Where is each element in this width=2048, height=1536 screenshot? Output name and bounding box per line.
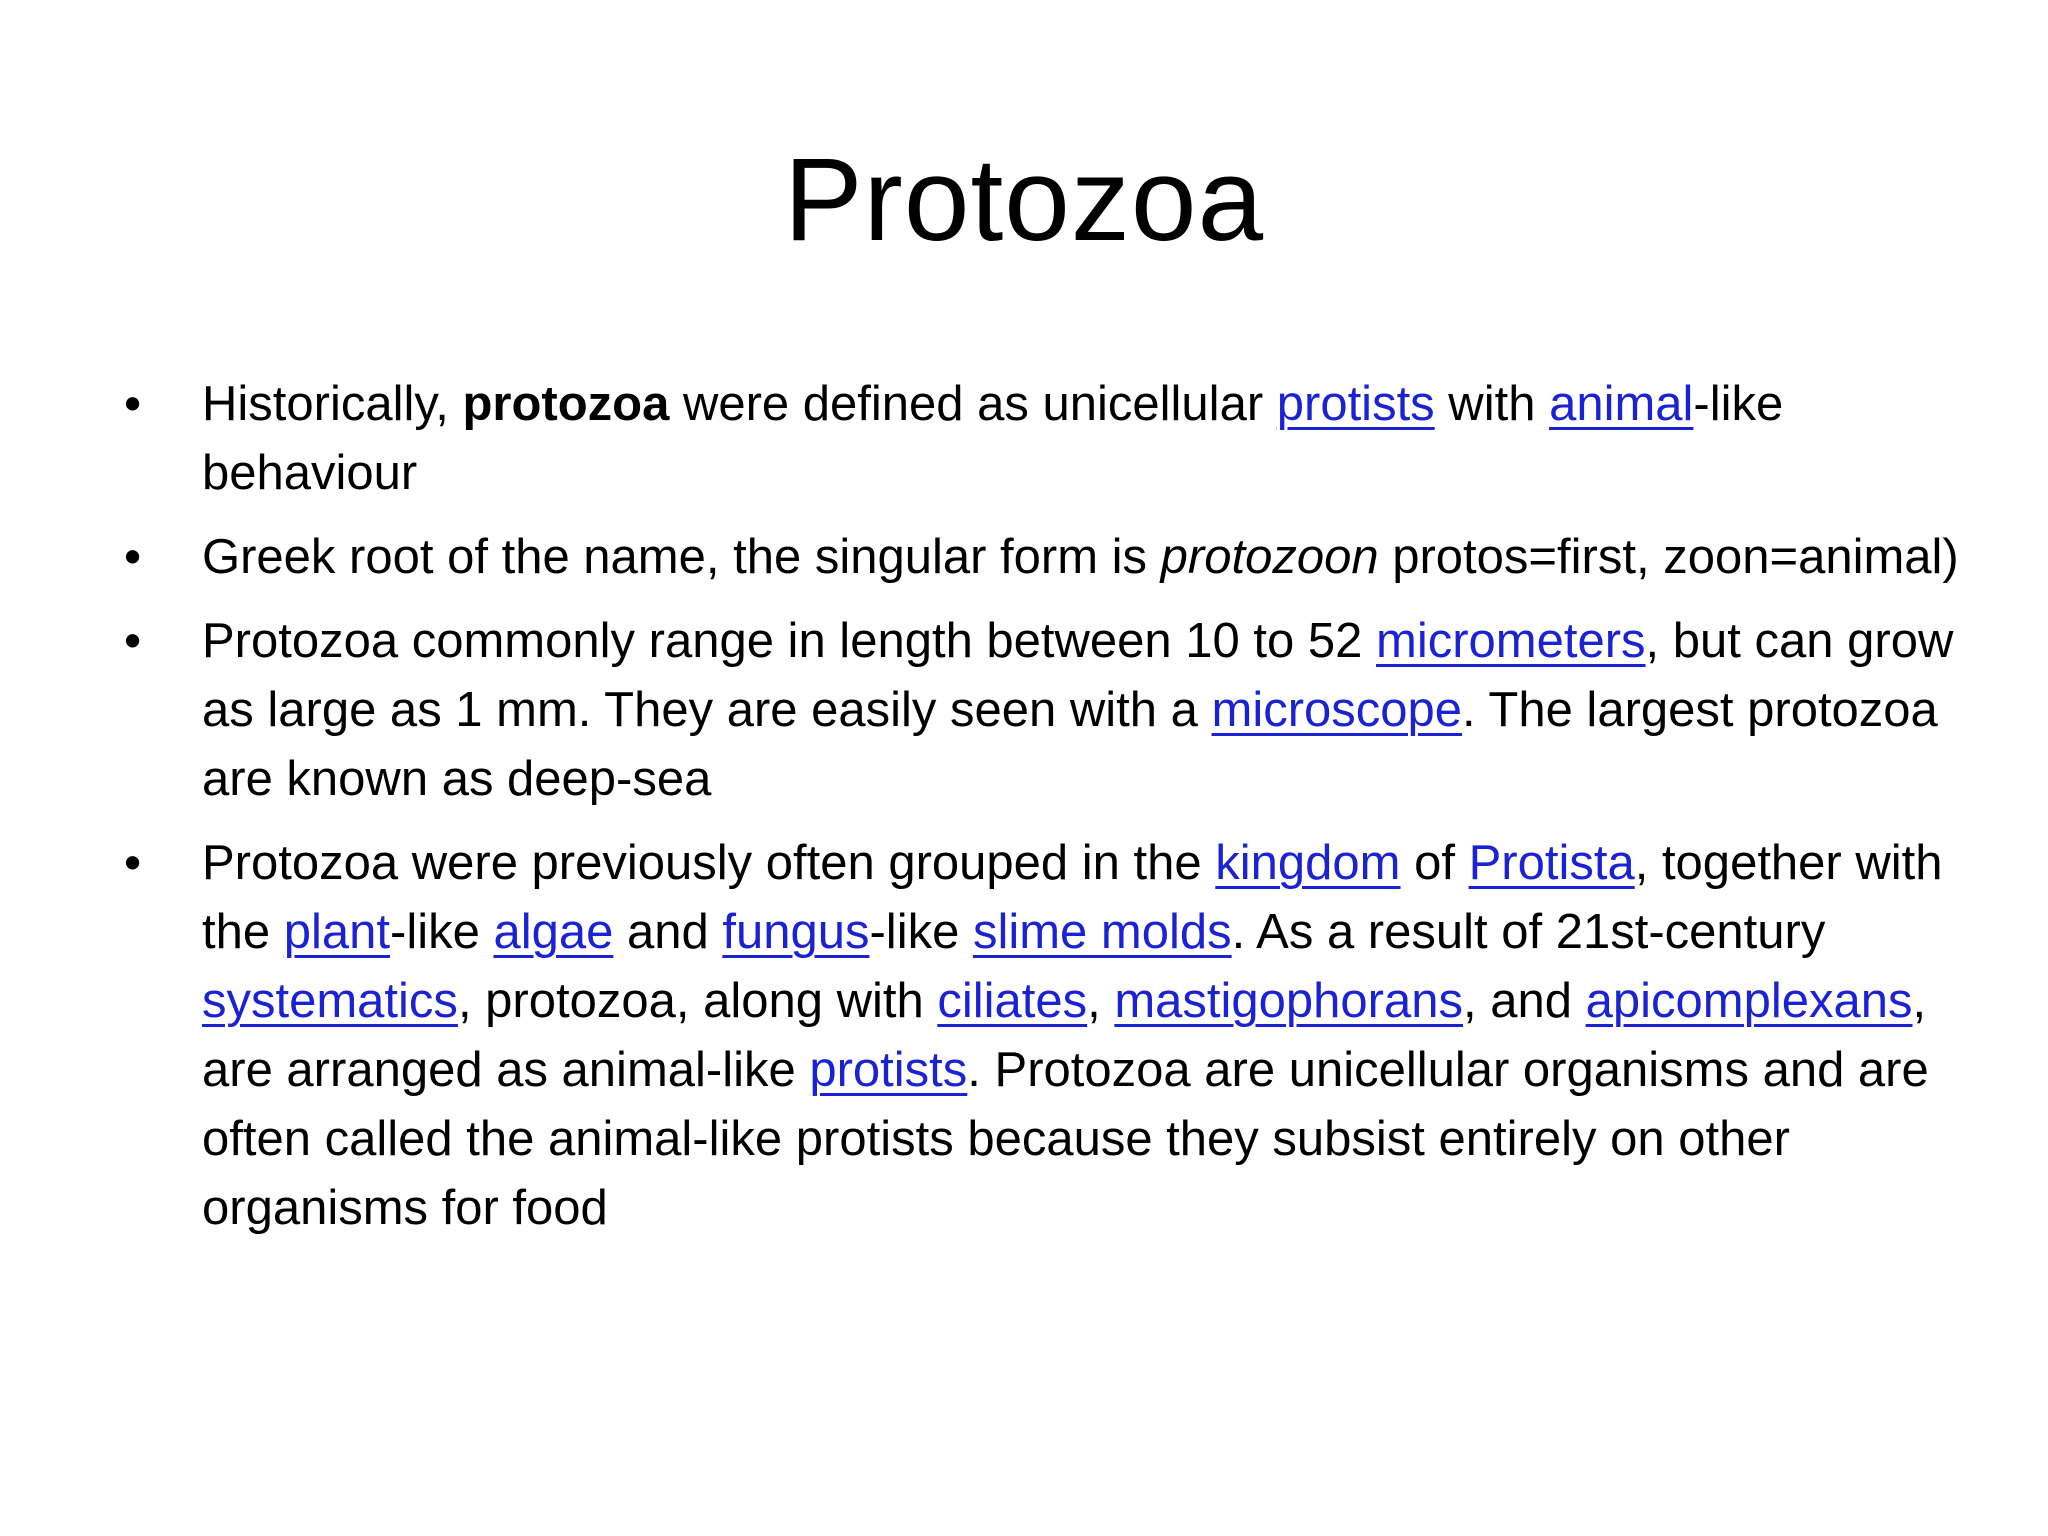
bullet-item bbox=[120, 829, 1960, 1243]
link-microscope[interactable]: microscope bbox=[1211, 683, 1463, 737]
link-slime-molds[interactable]: slime molds bbox=[972, 905, 1232, 959]
text-run: and bbox=[613, 905, 723, 959]
bullet-icon: • bbox=[124, 836, 142, 890]
text-run: Greek root of the name, the singular form is bbox=[202, 530, 1161, 584]
text-run: , protozoa, along with bbox=[457, 974, 938, 1028]
link-plant[interactable]: plant bbox=[283, 905, 390, 959]
text-run: . As a result of 21st-century bbox=[1231, 905, 1826, 959]
link-animal[interactable]: animal bbox=[1549, 377, 1694, 431]
link-systematics[interactable]: systematics bbox=[202, 974, 458, 1028]
text-run: Protozoa commonly range in length between 10 to 52 bbox=[202, 614, 1377, 668]
text-run: protos=first, zoon=animal) bbox=[1378, 530, 1959, 584]
link-fungus[interactable]: fungus bbox=[722, 905, 870, 959]
bullet-icon: • bbox=[124, 614, 142, 668]
link-protista[interactable]: Protista bbox=[1468, 836, 1635, 890]
italic-term: protozoon bbox=[1160, 530, 1379, 584]
text-run: Historically, bbox=[202, 377, 463, 431]
text-run: -like behaviour bbox=[202, 377, 1784, 500]
bullet-item bbox=[120, 607, 1960, 814]
slide-title: Protozoa bbox=[783, 134, 1265, 266]
text-run: with bbox=[1434, 377, 1550, 431]
bullet-item bbox=[120, 523, 1960, 592]
text-run: , are arranged as animal-like bbox=[202, 974, 1927, 1097]
text-run: were defined as unicellular bbox=[669, 377, 1277, 431]
link-protists-2[interactable]: protists bbox=[809, 1043, 968, 1097]
text-run: , but can grow as large as 1 mm. They are easily seen with a bbox=[202, 614, 1954, 737]
text-run: , together with the bbox=[202, 836, 1943, 959]
bold-term: protozoa bbox=[462, 377, 670, 431]
text-run: -like bbox=[390, 905, 494, 959]
link-micrometers[interactable]: micrometers bbox=[1376, 614, 1646, 668]
text-run: Protozoa were previously often grouped in the bbox=[202, 836, 1216, 890]
text-run: of bbox=[1400, 836, 1469, 890]
text-run: . Protozoa are unicellular organisms and are often called the animal-like protists because they subsist entirely on other organisms for food bbox=[202, 1043, 1929, 1235]
link-ciliates[interactable]: ciliates bbox=[937, 974, 1088, 1028]
bullet-list bbox=[120, 370, 1960, 1258]
link-protists[interactable]: protists bbox=[1276, 377, 1435, 431]
text-run: . The largest protozoa are known as deep-sea bbox=[202, 683, 1938, 806]
bullet-item bbox=[120, 370, 1960, 508]
bullet-icon: • bbox=[124, 530, 142, 584]
text-run: -like bbox=[869, 905, 973, 959]
link-kingdom[interactable]: kingdom bbox=[1215, 836, 1401, 890]
text-run: , and bbox=[1463, 974, 1586, 1028]
link-mastigophorans[interactable]: mastigophorans bbox=[1114, 974, 1464, 1028]
link-algae[interactable]: algae bbox=[493, 905, 614, 959]
link-apicomplexans[interactable]: apicomplexans bbox=[1585, 974, 1913, 1028]
bullet-icon: • bbox=[124, 377, 142, 431]
text-run: , bbox=[1087, 974, 1115, 1028]
